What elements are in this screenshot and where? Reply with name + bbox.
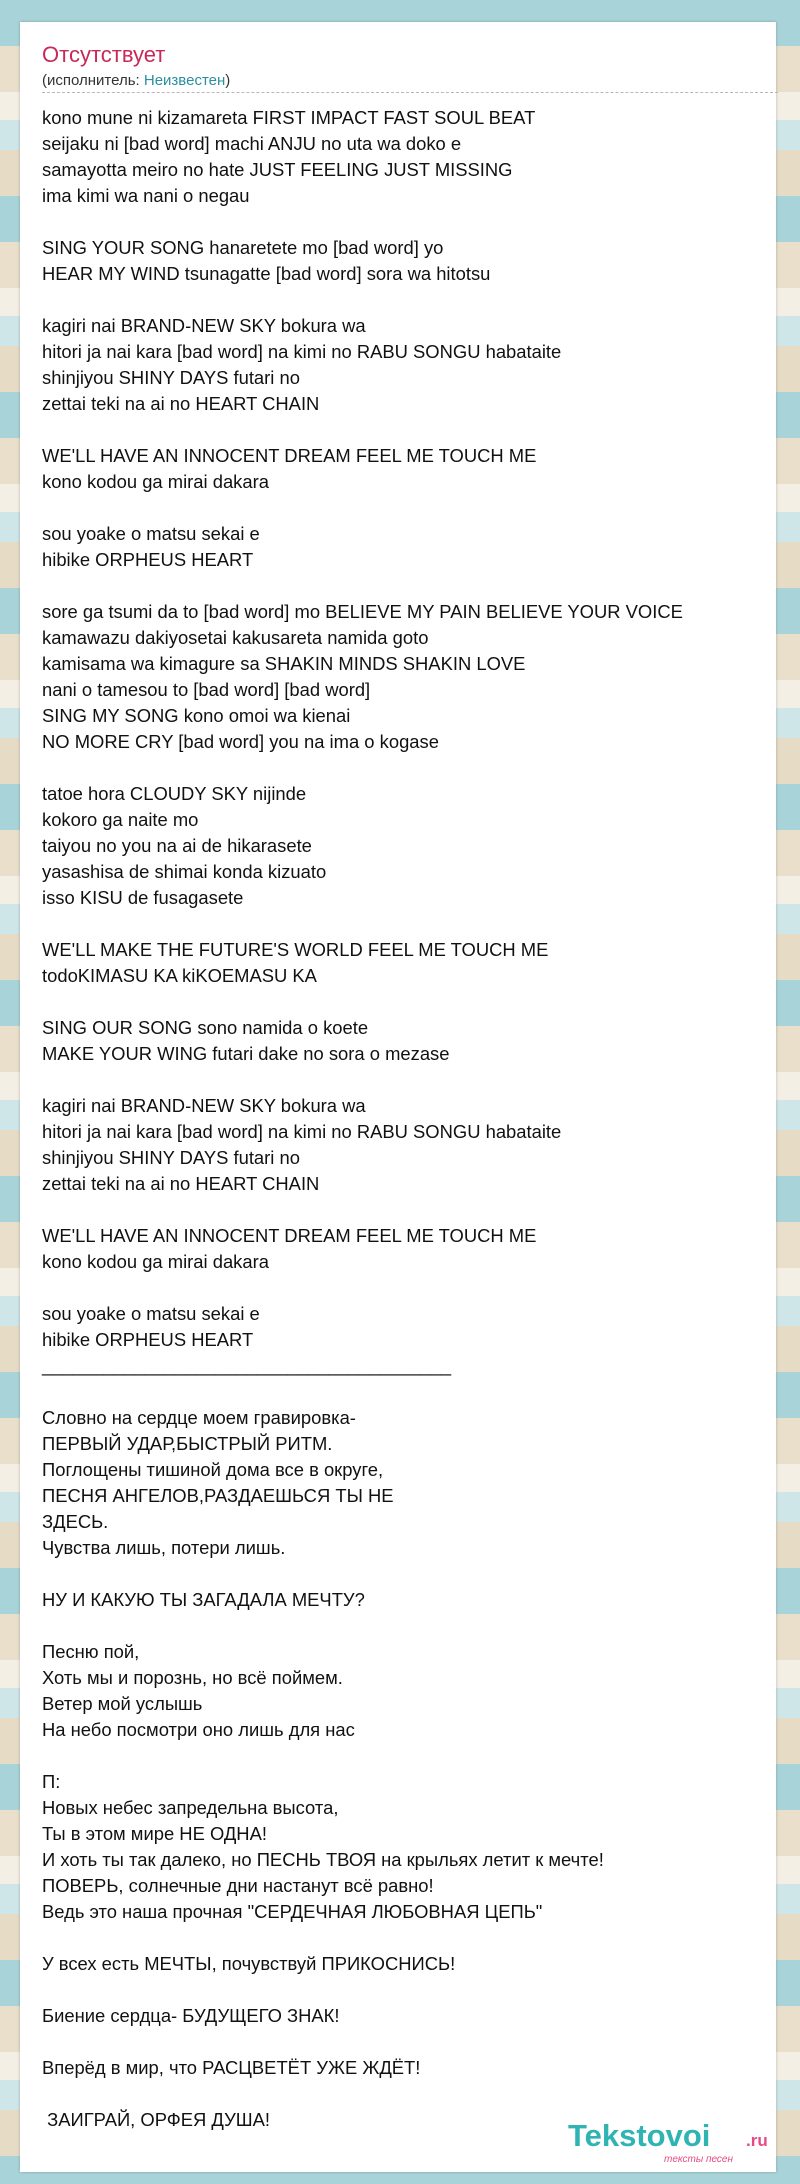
lyric-blank-line <box>42 1925 778 1951</box>
lyric-blank-line <box>42 1977 778 2003</box>
lyric-line: ПЕСНЯ АНГЕЛОВ,РАЗДАЕШЬСЯ ТЫ НЕ <box>42 1485 394 1506</box>
lyrics-card <box>20 22 776 2172</box>
lyric-line: ЗДЕСЬ. <box>42 1511 109 1532</box>
lyric-blank-line <box>42 573 778 599</box>
lyric-line: sore ga tsumi da to [bad word] mo BELIEVE MY PAIN BELIEVE YOUR VOICE <box>42 601 683 622</box>
lyric-line: hibike ORPHEUS HEART <box>42 1329 254 1350</box>
artist-suffix: ) <box>225 72 231 89</box>
lyric-line: hibike ORPHEUS HEART <box>42 549 254 570</box>
lyric-line: sou yoake o matsu sekai e <box>42 523 260 544</box>
lyric-line: zettai teki na ai no HEART CHAIN <box>42 1173 320 1194</box>
lyric-blank-line <box>42 1067 778 1093</box>
lyric-line: WE'LL HAVE AN INNOCENT DREAM FEEL ME TOUCH ME <box>42 1225 537 1246</box>
lyric-line: kamawazu dakiyosetai kakusareta namida goto <box>42 627 429 648</box>
lyric-line: kokoro ga naite mo <box>42 809 199 830</box>
logo-tagline: тексты песен <box>664 2154 733 2165</box>
lyric-line: Ведь это наша прочная "СЕРДЕЧНАЯ ЛЮБОВНАЯ ЦЕПЬ" <box>42 1901 543 1922</box>
lyric-line: Ты в этом мире НЕ ОДНА! <box>42 1823 267 1844</box>
lyric-line: isso KISU de fusagasete <box>42 887 244 908</box>
lyric-blank-line <box>42 287 778 313</box>
lyric-line: kono kodou ga mirai dakara <box>42 1251 269 1272</box>
header-divider <box>42 92 778 93</box>
lyric-line: tatoe hora CLOUDY SKY nijinde <box>42 783 307 804</box>
logo-wordmark: Tekstovoi <box>568 2118 711 2153</box>
lyric-line: Чувства лишь, потери лишь. <box>42 1537 286 1558</box>
lyric-line: kamisama wa kimagure sa SHAKIN MINDS SHAKIN LOVE <box>42 653 526 674</box>
lyric-blank-line <box>42 1613 778 1639</box>
lyrics-text <box>42 105 778 2133</box>
lyric-blank-line <box>42 417 778 443</box>
lyric-line: ________________________________________ <box>42 1355 452 1376</box>
song-title: Отсутствует <box>42 42 166 67</box>
lyric-line: ЗАИГРАЙ, ОРФЕЯ ДУША! <box>42 2109 270 2130</box>
lyric-line: Песню пой, <box>42 1641 140 1662</box>
artist-link[interactable]: Неизвестен <box>143 72 226 89</box>
lyric-line: ПОВЕРЬ, солнечные дни настанут всё равно! <box>42 1875 434 1896</box>
lyric-line: НУ И КАКУЮ ТЫ ЗАГАДАЛА МЕЧТУ? <box>42 1589 365 1610</box>
lyric-blank-line <box>42 911 778 937</box>
lyric-blank-line <box>42 1275 778 1301</box>
lyric-blank-line <box>42 209 778 235</box>
lyric-line: seijaku ni [bad word] machi ANJU no uta wa doko e <box>42 133 462 154</box>
lyric-line: kagiri nai BRAND-NEW SKY bokura wa <box>42 315 366 336</box>
lyric-line: На небо посмотри оно лишь для нас <box>42 1719 355 1740</box>
lyric-line: shinjiyou SHINY DAYS futari no <box>42 367 300 388</box>
lyric-line: sou yoake o matsu sekai e <box>42 1303 260 1324</box>
lyric-line: taiyou no you na ai de hikarasete <box>42 835 312 856</box>
lyric-line: Словно на сердце моем гравировка- <box>42 1407 356 1428</box>
lyric-line: zettai teki na ai no HEART CHAIN <box>42 393 320 414</box>
lyric-line: yasashisa de shimai konda kizuato <box>42 861 327 882</box>
lyric-blank-line <box>42 755 778 781</box>
lyric-line: Поглощены тишиной дома все в округе, <box>42 1459 384 1480</box>
lyric-blank-line <box>42 1379 778 1405</box>
artist-prefix: (исполнитель: <box>42 72 144 89</box>
lyric-line: Хоть мы и порознь, но всё поймем. <box>42 1667 343 1688</box>
lyric-line: SING OUR SONG sono namida o koete <box>42 1017 369 1038</box>
lyric-line: nani o tamesou to [bad word] [bad word] <box>42 679 371 700</box>
lyric-line: П: <box>42 1771 61 1792</box>
lyric-blank-line <box>42 2081 778 2107</box>
lyric-line: NO MORE CRY [bad word] you na ima o kogase <box>42 731 439 752</box>
lyric-line: И хоть ты так далеко, но ПЕСНЬ ТВОЯ на крыльях летит к мечте! <box>42 1849 604 1870</box>
lyric-line: SING MY SONG kono omoi wa kienai <box>42 705 351 726</box>
lyric-line: ima kimi wa nani o negau <box>42 185 250 206</box>
lyric-line: kono kodou ga mirai dakara <box>42 471 269 492</box>
site-logo[interactable] <box>568 2118 778 2168</box>
lyric-line: Новых небес запредельна высота, <box>42 1797 339 1818</box>
lyric-blank-line <box>42 1743 778 1769</box>
lyric-line: Биение сердца- БУДУЩЕГО ЗНАК! <box>42 2005 340 2026</box>
lyric-blank-line <box>42 1197 778 1223</box>
lyric-line: HEAR MY WIND tsunagatte [bad word] sora wa hitotsu <box>42 263 491 284</box>
lyric-line: SING YOUR SONG hanaretete mo [bad word] yo <box>42 237 444 258</box>
lyric-line: hitori ja nai kara [bad word] na kimi no RABU SONGU habataite <box>42 341 562 362</box>
lyric-line: WE'LL HAVE AN INNOCENT DREAM FEEL ME TOUCH ME <box>42 445 537 466</box>
lyric-line: У всех есть МЕЧТЫ, почувствуй ПРИКОСНИСЬ! <box>42 1953 456 1974</box>
lyric-line: kagiri nai BRAND-NEW SKY bokura wa <box>42 1095 366 1116</box>
lyric-line: WE'LL MAKE THE FUTURE'S WORLD FEEL ME TOUCH ME <box>42 939 549 960</box>
lyric-line: Ветер мой услышь <box>42 1693 203 1714</box>
lyric-blank-line <box>42 989 778 1015</box>
lyric-line: MAKE YOUR WING futari dake no sora o mezase <box>42 1043 450 1064</box>
lyric-blank-line <box>42 2029 778 2055</box>
lyric-line: samayotta meiro no hate JUST FEELING JUST MISSING <box>42 159 513 180</box>
lyric-line: hitori ja nai kara [bad word] na kimi no RABU SONGU habataite <box>42 1121 562 1142</box>
lyric-line: ПЕРВЫЙ УДАР,БЫСТРЫЙ РИТМ. <box>42 1433 333 1454</box>
lyric-blank-line <box>42 495 778 521</box>
logo-tld: .ru <box>746 2131 768 2150</box>
lyric-blank-line <box>42 1561 778 1587</box>
lyric-line: Вперёд в мир, что РАСЦВЕТЁТ УЖЕ ЖДЁТ! <box>42 2057 421 2078</box>
lyric-line: shinjiyou SHINY DAYS futari no <box>42 1147 300 1168</box>
artist-line <box>42 72 230 89</box>
lyric-line: kono mune ni kizamareta FIRST IMPACT FAST SOUL BEAT <box>42 107 536 128</box>
lyric-line: todoKIMASU KA kiKOEMASU KA <box>42 965 317 986</box>
